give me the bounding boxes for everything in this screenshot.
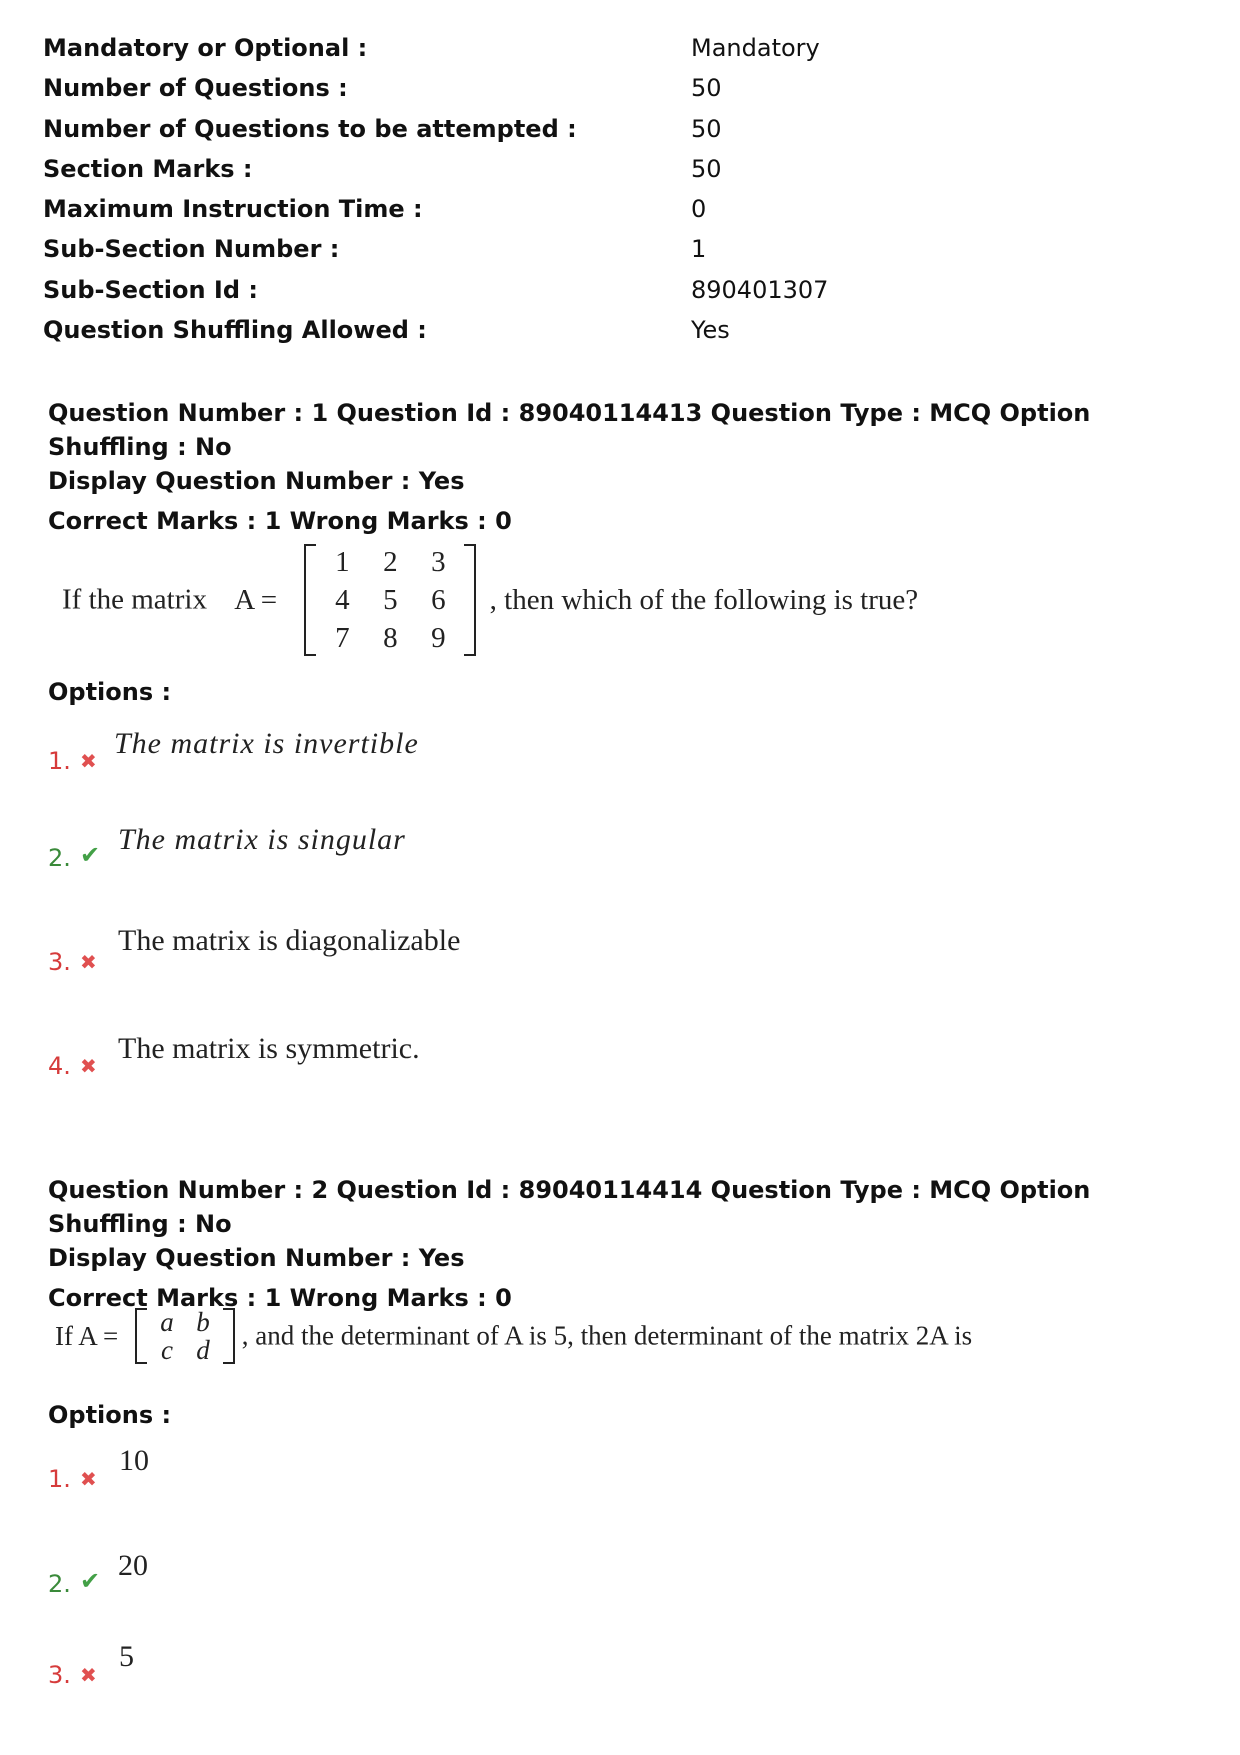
matrix-grid bbox=[316, 544, 464, 656]
matrix-cell: 3 bbox=[431, 546, 446, 578]
matrix-label: A = bbox=[234, 583, 278, 616]
meta-value: 1 bbox=[691, 235, 707, 264]
matrix-bracket-right bbox=[223, 1308, 235, 1364]
meta-label: Question Shuffling Allowed : bbox=[43, 316, 427, 345]
meta-value: Yes bbox=[691, 316, 730, 345]
matrix-grid bbox=[147, 1308, 223, 1364]
meta-row-subsection-id bbox=[43, 270, 1193, 310]
matrix-cell: 6 bbox=[431, 584, 446, 616]
option-text: The matrix is singular bbox=[118, 823, 406, 856]
meta-value: Mandatory bbox=[691, 34, 820, 62]
meta-row-num-questions bbox=[43, 68, 1193, 108]
question-header-line: Display Question Number : Yes bbox=[48, 1244, 465, 1272]
matrix-cell: 2 bbox=[383, 546, 398, 578]
option-number: 2. bbox=[48, 844, 71, 872]
question-2-text bbox=[55, 1308, 972, 1364]
meta-label: Number of Questions : bbox=[43, 74, 348, 103]
option-text: 20 bbox=[118, 1549, 148, 1582]
matrix-cell: b bbox=[196, 1307, 210, 1337]
question-text-after: , then which of the following is true? bbox=[489, 583, 919, 616]
meta-label: Sub-Section Id : bbox=[43, 275, 258, 304]
question-text-after: , and the determinant of A is 5, then determinant of the matrix 2A is bbox=[241, 1320, 973, 1351]
question-2-header bbox=[48, 1173, 1198, 1315]
question-header-line: Question Number : 1 Question Id : 89040114413 Question Type : MCQ Option Shuffling : No bbox=[48, 399, 1091, 461]
matrix-3x3 bbox=[304, 544, 476, 656]
meta-row-shuffling bbox=[43, 310, 1193, 350]
matrix-bracket-left bbox=[304, 544, 316, 656]
option-text: The matrix is diagonalizable bbox=[118, 924, 461, 957]
meta-row-mandatory bbox=[43, 28, 1193, 68]
option-text: 10 bbox=[119, 1444, 149, 1477]
question-marks: Correct Marks : 1 Wrong Marks : 0 bbox=[48, 1284, 512, 1312]
matrix-cell: 8 bbox=[383, 622, 398, 654]
question-header-line: Display Question Number : Yes bbox=[48, 467, 465, 495]
matrix-cell: 5 bbox=[383, 584, 398, 616]
options-label: Options : bbox=[48, 678, 172, 706]
matrix-cell: a bbox=[160, 1307, 174, 1337]
check-icon: ✔ bbox=[80, 1567, 101, 1595]
options-label: Options : bbox=[48, 1401, 172, 1429]
meta-label: Maximum Instruction Time : bbox=[43, 195, 423, 224]
question-text-before: If the matrix bbox=[62, 583, 207, 616]
meta-label: Mandatory or Optional : bbox=[43, 34, 368, 62]
matrix-bracket-right bbox=[464, 544, 476, 656]
matrix-cell: 4 bbox=[335, 584, 350, 616]
question-text-before: If A = bbox=[55, 1320, 119, 1351]
meta-row-num-attempt bbox=[43, 109, 1193, 149]
meta-label: Sub-Section Number : bbox=[43, 235, 340, 264]
question-header-line: Question Number : 2 Question Id : 89040114414 Question Type : MCQ Option Shuffling : No bbox=[48, 1176, 1091, 1238]
matrix-cell: 1 bbox=[335, 546, 350, 578]
meta-value: 890401307 bbox=[691, 275, 829, 304]
meta-row-section-marks bbox=[43, 149, 1193, 189]
matrix-cell: 9 bbox=[431, 622, 446, 654]
matrix-cell: d bbox=[196, 1335, 210, 1365]
question-1-header bbox=[48, 396, 1198, 538]
meta-value: 50 bbox=[691, 154, 722, 183]
matrix-bracket-left bbox=[135, 1308, 147, 1364]
option-text: 5 bbox=[119, 1640, 134, 1673]
section-metadata bbox=[43, 28, 1193, 350]
cross-icon: ✖ bbox=[80, 1467, 97, 1491]
option-text: The matrix is symmetric. bbox=[118, 1032, 420, 1065]
option-number: 1. bbox=[48, 747, 71, 775]
meta-value: 50 bbox=[691, 74, 722, 103]
cross-icon: ✖ bbox=[80, 950, 97, 974]
cross-icon: ✖ bbox=[80, 1054, 97, 1078]
cross-icon: ✖ bbox=[80, 749, 97, 773]
meta-label: Number of Questions to be attempted : bbox=[43, 114, 577, 143]
option-text: The matrix is invertible bbox=[114, 727, 419, 760]
option-number: 3. bbox=[48, 1661, 71, 1689]
option-number: 3. bbox=[48, 948, 71, 976]
matrix-cell: c bbox=[160, 1335, 173, 1365]
option-number: 1. bbox=[48, 1465, 71, 1493]
meta-row-subsection-number bbox=[43, 229, 1193, 269]
question-1-text bbox=[62, 544, 918, 656]
check-icon: ✔ bbox=[80, 841, 101, 869]
option-number: 4. bbox=[48, 1052, 71, 1080]
matrix-2x2 bbox=[135, 1308, 235, 1364]
question-marks: Correct Marks : 1 Wrong Marks : 0 bbox=[48, 507, 512, 535]
meta-value: 0 bbox=[691, 195, 707, 224]
cross-icon: ✖ bbox=[80, 1663, 97, 1687]
option-number: 2. bbox=[48, 1570, 71, 1598]
meta-value: 50 bbox=[691, 114, 722, 143]
meta-row-instruction-time bbox=[43, 189, 1193, 229]
meta-label: Section Marks : bbox=[43, 154, 253, 183]
matrix-cell: 7 bbox=[335, 622, 350, 654]
